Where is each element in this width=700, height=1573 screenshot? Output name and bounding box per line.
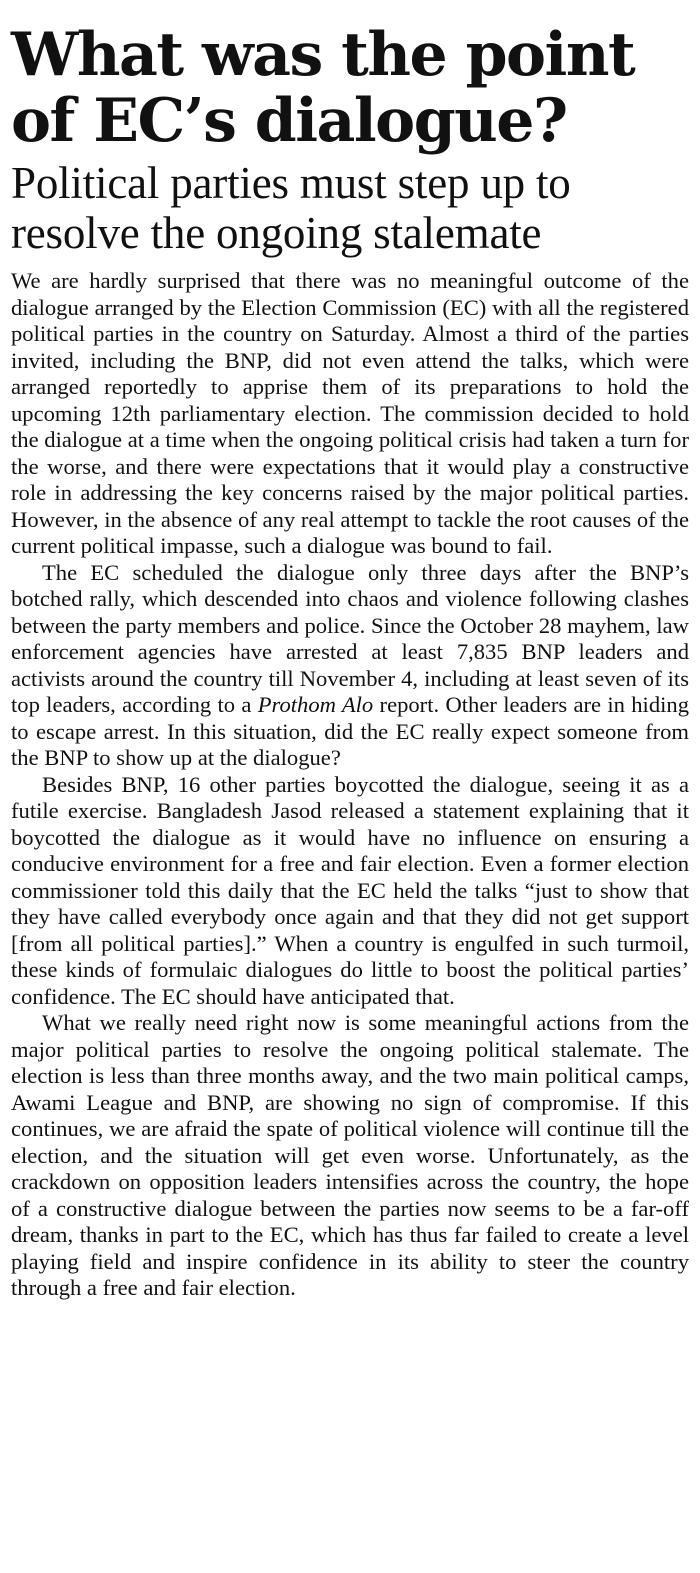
- article-body: [11, 268, 689, 1302]
- subheadline: Political parties must step up to resolve the ongoing stalemate: [11, 158, 571, 258]
- paragraph-2-text-after: report. Other leaders are in hiding to escape arrest. In this situation, did the EC really expect someone from the BNP to show up at the dialogue?: [11, 692, 689, 770]
- paragraph-3: Besides BNP, 16 other parties boycotted the dialogue, seeing it as a futile exercise. Bangladesh Jasod released a statement explaining that it boycotted the dialogue as it would have no influence on ensuring a conducive environment for a free and fair election. Even a former election commissioner told this daily that the EC held the talks “just to show that they have called everybody once again and that they did not get support [from all political parties].” When a country is engulfed in such turmoil, these kinds of formulaic dialogues do little to boost the political parties’ confidence. The EC should have anticipated that.: [11, 771, 689, 1009]
- paragraph-2-text-before: The EC scheduled the dialogue only three days after the BNP’s botched rally, which descended into chaos and violence following clashes between the party members and police. Since the October 28 mayhem, law enforcement agencies have arrested at least 7,835 BNP leaders and activists around the country till November 4, including at least seven of its top leaders, according to a: [11, 559, 689, 717]
- paragraph-2: [11, 560, 689, 772]
- headline: What was the point of EC’s dialogue?: [11, 20, 635, 156]
- paragraph-4: What we really need right now is some meaningful actions from the major political parties to resolve the ongoing political stalemate. The election is less than three months away, and the two main political camps, Awami League and BNP, are showing no sign of compromise. If this continues, we are afraid the spate of political violence will continue till the election, and the situation will get even worse. Unfortunately, as the crackdown on opposition leaders intensifies across the country, the hope of a constructive dialogue between the parties now seems to be a far-off dream, thanks in part to the EC, which has thus far failed to create a level playing field and inspire confidence in its ability to steer the country through a free and fair election.: [11, 1010, 689, 1300]
- paragraph-1: We are hardly surprised that there was no meaningful outcome of the dialogue arranged by the Election Commission (EC) with all the registered political parties in the country on Saturday. Almost a third of the parties invited, including the BNP, did not even attend the talks, which were arranged reportedly to apprise them of its preparations to hold the upcoming 12th parliamentary election. The commission decided to hold the dialogue at a time when the ongoing political crisis had taken a turn for the worse, and there were expectations that it would play a constructive role in addressing the key concerns raised by the major political parties. However, in the absence of any real attempt to tackle the root causes of the current political impasse, such a dialogue was bound to fail.: [11, 268, 689, 558]
- publication-name: Prothom Alo: [257, 692, 374, 717]
